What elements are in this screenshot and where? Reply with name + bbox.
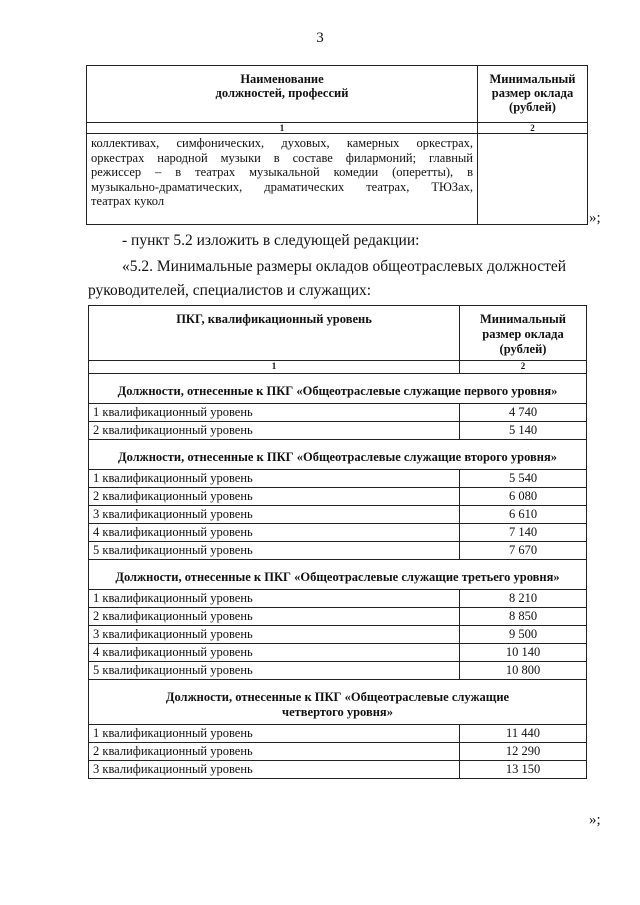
col1-header-line: Наименование [240,72,324,86]
group-header-row [89,374,587,404]
table-row [89,725,587,743]
table-row [89,506,587,524]
profession-cell [87,134,478,225]
salary-value: 8 850 [460,608,587,626]
salary-table [88,305,587,779]
group-title-line: четвертого уровня» [282,705,393,719]
salary-value: 7 140 [460,524,587,542]
col-number: 2 [478,123,588,134]
col1-header: ПКГ, квалификационный уровень [89,306,460,361]
table-row [89,662,587,680]
paragraph-instruction: - пункт 5.2 изложить в следующей редакции: [122,232,420,249]
salary-value: 12 290 [460,743,587,761]
col2-header-line: (рублей) [509,100,556,114]
table-row [89,422,587,440]
qualification-level: 4 квалификационный уровень [89,524,460,542]
group-title-line: Должности, отнесенные к ПКГ «Общеотраслевые служащие [165,690,510,704]
salary-value: 6 610 [460,506,587,524]
qualification-level: 4 квалификационный уровень [89,644,460,662]
table-row [89,470,587,488]
qualification-level: 5 квалификационный уровень [89,542,460,560]
salary-value: 10 800 [460,662,587,680]
salary-value: 9 500 [460,626,587,644]
table-row [89,761,587,779]
qualification-level: 2 квалификационный уровень [89,488,460,506]
table-row [89,524,587,542]
table-row [89,590,587,608]
table-row [89,542,587,560]
group-title-line: Должности, отнесенные к ПКГ «Общеотраслевые служащие третьего уровня» [115,570,560,584]
group-title [89,440,587,470]
col2-header-line: (рублей) [499,342,547,356]
closing-quote: »; [589,210,601,226]
qualification-level: 3 квалификационный уровень [89,506,460,524]
body-line: театрах кукол [91,194,165,208]
qualification-level: 2 квалификационный уровень [89,422,460,440]
qualification-level: 3 квалификационный уровень [89,626,460,644]
col2-header-line: Минимальный [489,72,576,86]
table-row [89,488,587,506]
qualification-level: 2 квалификационный уровень [89,743,460,761]
table-row [89,404,587,422]
table-row [89,644,587,662]
table-row [89,608,587,626]
salary-value: 5 540 [460,470,587,488]
group-title [89,560,587,590]
salary-value: 6 080 [460,488,587,506]
table-row [89,743,587,761]
qualification-level: 1 квалификационный уровень [89,725,460,743]
col-number: 2 [460,361,587,374]
body-line: режиссер – в театрах музыкальной комедии (оперетты), в [91,165,473,179]
salary-value: 5 140 [460,422,587,440]
qualification-level: 1 квалификационный уровень [89,470,460,488]
col-number: 1 [89,361,460,374]
body-line: музыкально-драматических, драматических театрах, ТЮЗах, [91,179,473,194]
col2-header [478,66,588,123]
group-title-line: Должности, отнесенные к ПКГ «Общеотраслевые служащие второго уровня» [117,450,558,464]
salary-value: 4 740 [460,404,587,422]
qualification-level: 3 квалификационный уровень [89,761,460,779]
group-title-line: Должности, отнесенные к ПКГ «Общеотраслевые служащие первого уровня» [117,384,558,398]
salary-cell [478,134,588,225]
col2-header [460,306,587,361]
group-title [89,680,587,725]
salary-value: 11 440 [460,725,587,743]
closing-quote: »; [589,812,601,828]
paragraph-heading-line1: «5.2. Минимальные размеры окладов общеотраслевых должностей [122,258,567,275]
col1-header [87,66,478,123]
salary-value: 13 150 [460,761,587,779]
group-header-row [89,680,587,725]
col2-header-line: размер оклада [482,327,564,341]
professions-table [86,65,588,225]
body-line: оркестрах народной музыки в составе филармоний; главный [91,150,473,165]
salary-value: 8 210 [460,590,587,608]
table-row [89,626,587,644]
page-number: 3 [316,30,324,46]
qualification-level: 1 квалификационный уровень [89,404,460,422]
col2-header-line: Минимальный [480,312,566,326]
qualification-level: 1 квалификационный уровень [89,590,460,608]
group-header-row [89,560,587,590]
qualification-level: 2 квалификационный уровень [89,608,460,626]
qualification-level: 5 квалификационный уровень [89,662,460,680]
salary-value: 10 140 [460,644,587,662]
salary-value: 7 670 [460,542,587,560]
col1-header-line: должностей, профессий [215,86,349,100]
group-title [89,374,587,404]
paragraph-heading-line2: руководителей, специалистов и служащих: [88,282,372,299]
col-number: 1 [87,123,478,134]
body-line: коллективах, симфонических, духовых, камерных оркестрах, [91,136,473,150]
col2-header-line: размер оклада [491,86,574,100]
group-header-row [89,440,587,470]
